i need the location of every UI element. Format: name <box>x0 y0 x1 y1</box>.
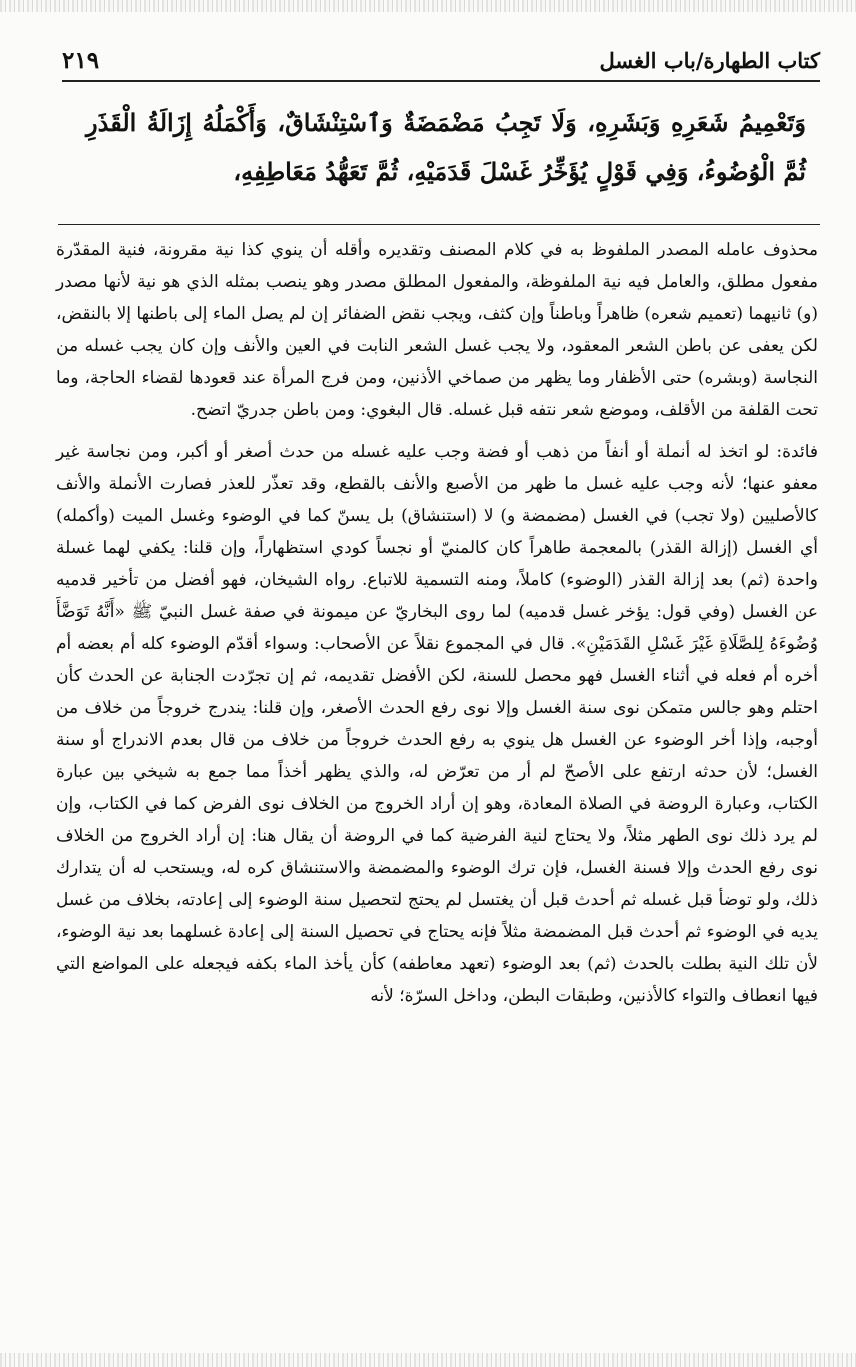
page-header <box>62 40 820 82</box>
commentary-text-block <box>56 234 818 1012</box>
commentary-paragraph-2: فائدة: لو اتخذ له أنملة أو أنفاً من ذهب أو فضة وجب عليه غسله من حدث أصغر أو أكبر، ومن نجاسة غير معفو عنها؛ لأنه وجب عليه غسل ما ظهر من الأصبع والأنف بالقطع، وقد تعذّر للعذر فصارت الأنملة والأنف كالأصليين (ولا تجب) في الغسل (مضمضة و) لا (استنشاق) بل يسنّ كما في الوضوء وغسل الميت (وأكمله) أي الغسل (إزالة القذر) بالمعجمة طاهراً كان كالمنيّ أو نجساً كودي استظهاراً، وإن قلنا: يكفي لهما غسلة واحدة (ثم) بعد إزالة القذر (الوضوء) كاملاً، ومنه التسمية للاتباع. رواه الشيخان، فهو أفضل من تأخير قدميه عن الغسل (وفي قول: يؤخر غسل قدميه) لما روى البخاريّ عن ميمونة في صفة غسل النبيّ ﷺ «أَنَّهُ تَوَضَّأَ وُضُوءَهُ لِلصَّلَاةِ غَيْرَ غَسْلِ القَدَمَيْنِ». قال في المجموع نقلاً عن الأصحاب: وسواء أقدّم الوضوء كله أم بعضه أم أخره أم فعله في أثناء الغسل فهو محصل للسنة، لكن الأفضل تقديمه، ثم إن تجرّدت الجنابة عن الحدث كأن احتلم وهو جالس متمكن نوى سنة الغسل وإلا نوى رفع الحدث الأصغر، وإن قلنا: يندرج خروجاً من خلاف من أوجبه، وإذا أخر الوضوء عن الغسل هل ينوي به رفع الحدث خروجاً من خلاف من قال بعدم الاندراج أو سنة الغسل؛ لأن حدثه ارتفع على الأصحّ لم أر من تعرّض له، والذي يظهر أخذاً مما جمع به شيخي بين عبارة الكتاب، وعبارة الروضة في الصلاة المعادة، وهو إن أراد الخروج من الخلاف نوى الفرض كما في الكتاب، وإن لم يرد ذلك نوى الطهر مثلاً، ولا يحتاج لنية الفرضية كما في الروضة أن يقال هنا: إن أراد الخروج من الخلاف نوى رفع الحدث وإلا فسنة الغسل، فإن ترك الوضوء والمضمضة والاستنشاق كره له، ويستحب له أن يتدارك ذلك، ولو توضأ قبل غسله ثم أحدث قبل أن يغتسل لم يحتج لتحصيل سنة الوضوء إلى إعادته، بخلاف من غسل يديه في الوضوء ثم أحدث قبل المضمضة مثلاً فإنه يحتاج في تحصيل السنة إلى إعادة غسلهما بعد نية الوضوء، لأن تلك النية بطلت بالحدث (ثم) بعد الوضوء (تعهد معاطفه) كأن يأخذ الماء بكفه فيجعله على المواضع التي فيها انعطاف والتواء كالأذنين، وطبقات البطن، وداخل السرّة؛ لأنه <box>56 442 818 1006</box>
page-edge-texture-top <box>0 0 856 12</box>
matn-line: وَتَعْمِيمُ شَعَرِهِ وَبَشَرِهِ، وَلَا تَجِبُ مَضْمَضَةٌ وَٱسْتِنْشَاقٌ، وَأَكْمَلُهُ إِزَالَةُ الْقَذَرِ ثُمَّ الْوُضُوءُ، وَفِي قَوْلٍ يُؤَخِّرُ غَسْلَ قَدَمَيْهِ، ثُمَّ تَعَهُّدُ مَعَاطِفِهِ، <box>86 108 806 186</box>
running-title: كتاب الطهارة/باب الغسل <box>599 47 820 73</box>
paragraph-gap <box>56 426 818 436</box>
page-number: ٢١٩ <box>62 46 100 74</box>
matn-text-block <box>86 98 806 196</box>
page-edge-texture-bottom <box>0 1353 856 1367</box>
matn-divider <box>58 224 820 225</box>
commentary-paragraph-1: محذوف عامله المصدر الملفوظ به في كلام المصنف وتقديره وأقله أن ينوي كذا نية مقرونة، فنية المقدّرة مفعول مطلق، والعامل فيه نية الملفوظة، والمفعول المطلق مصدر وهو ينصب بمثله الذي هو نية لأنها مصدر (و) ثانيهما (تعميم شعره) ظاهراً وباطناً وإن كثف، ويجب نقض الضفائر إن لم يصل الماء إلى باطنها إلا بالنقض، لكن يعفى عن باطن الشعر المعقود، ولا يجب غسل الشعر النابت في العين والأنف وإن كان يجب غسله من النجاسة (وبشره) حتى الأظفار وما يظهر من صماخي الأذنين، ومن فرج المرأة عند قعودها لقضاء الحاجة، وما تحت القلفة من الأقلف، وموضع شعر نتفه قبل غسله. قال البغوي: ومن باطن جدريّ اتضح. <box>56 240 818 420</box>
